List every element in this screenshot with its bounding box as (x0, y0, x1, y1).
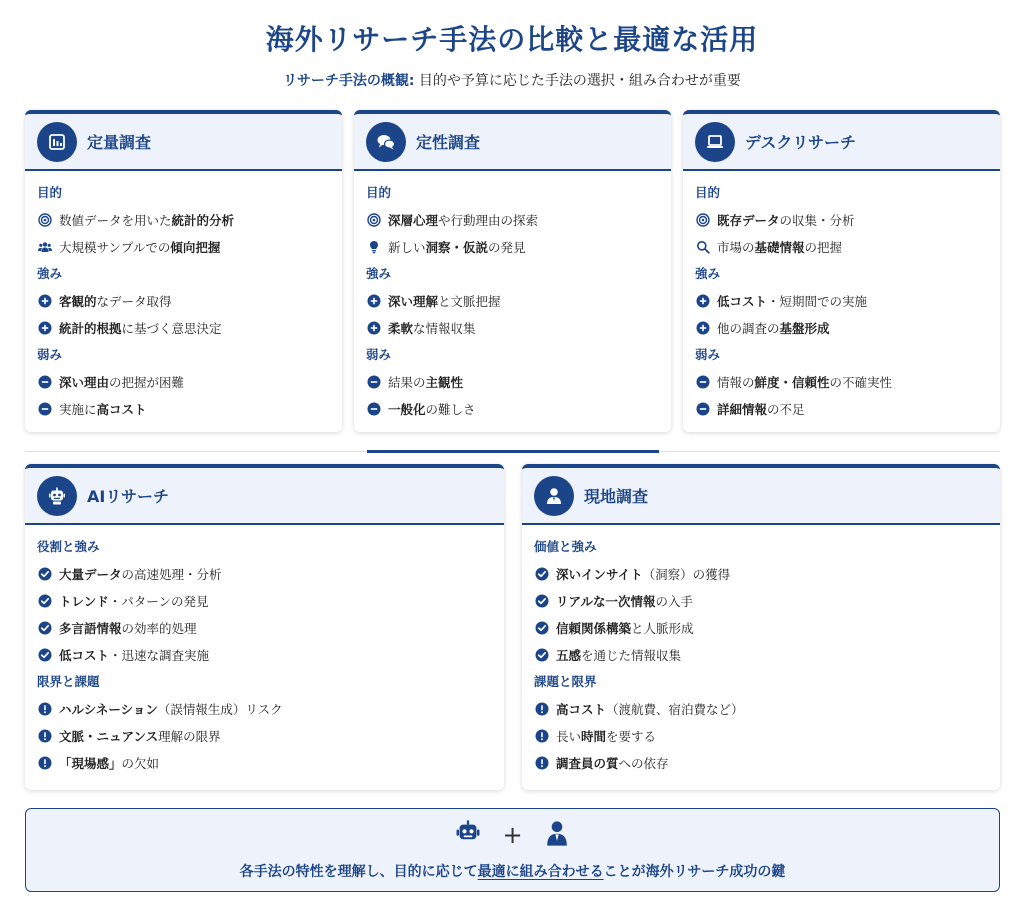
card-body (354, 171, 671, 422)
list-item (534, 560, 988, 587)
section-label: 弱み (695, 347, 721, 362)
item-text-bold: 多言語情報 (59, 620, 122, 636)
list-item (695, 368, 988, 395)
item-text (717, 211, 855, 229)
section-label: 課題と限界 (534, 674, 597, 689)
card-section (695, 264, 988, 341)
item-text-plain: 市場の (717, 239, 755, 255)
list-item (37, 614, 492, 641)
item-text-bold: 洞察・仮説 (425, 239, 489, 255)
section-label: 目的 (695, 185, 721, 200)
list-item (37, 641, 492, 668)
card-section (37, 537, 492, 668)
target-icon (38, 213, 52, 227)
list-item (37, 749, 492, 776)
item-text (556, 592, 693, 610)
section-label: 強み (37, 266, 63, 281)
item-text-bold: トレンド (59, 593, 109, 609)
card-body (25, 525, 504, 776)
item-text-plain: ・迅速な調査実施 (109, 647, 210, 663)
plus-sign: + (502, 821, 523, 849)
card-header (25, 468, 504, 525)
item-text-plain: （誤情報生成）リスク (157, 701, 283, 717)
target-icon (367, 213, 381, 227)
card-section (37, 183, 330, 260)
check-circle-icon (535, 594, 549, 608)
summary-text-before: 各手法の特性を理解し、目的に応じて (239, 864, 478, 880)
item-text-bold: 深い理由 (59, 374, 110, 390)
item-text (556, 646, 681, 664)
item-text-bold: 傾向把握 (170, 239, 221, 255)
item-text-bold: 統計的分析 (171, 212, 235, 228)
alert-circle-icon (38, 756, 52, 770)
item-text-bold: 信頼関係構築 (556, 620, 632, 636)
item-text (388, 211, 538, 229)
alert-circle-icon (38, 729, 52, 743)
card-section (695, 183, 988, 260)
list-item (37, 395, 330, 422)
item-text-plain: 結果の (388, 374, 426, 390)
users-icon (38, 240, 52, 254)
alert-circle-icon (38, 702, 52, 716)
card-section (366, 345, 659, 422)
item-text-plain: 大規模サンプルでの (59, 239, 171, 255)
item-text-plain: を通じた情報収集 (581, 647, 682, 663)
card-title: デスクリサーチ (745, 133, 857, 152)
list-item (37, 695, 492, 722)
list-item (37, 560, 492, 587)
robot-icon (37, 476, 77, 516)
card-section (366, 264, 659, 341)
list-item (534, 641, 988, 668)
person-icon (534, 476, 574, 516)
item-text-bold: 大量データ (59, 566, 122, 582)
item-text (717, 238, 842, 256)
item-text-plain: を要する (606, 728, 657, 744)
card-section (37, 672, 492, 776)
minus-circle-icon (367, 375, 381, 389)
card-title: AIリサーチ (87, 487, 170, 506)
section-label: 目的 (37, 185, 63, 200)
item-text-plain: に基づく意思決定 (121, 320, 222, 336)
alert-circle-icon (535, 756, 549, 770)
person-icon (543, 819, 571, 851)
card-section (37, 345, 330, 422)
item-text-bold: 深いインサイト (556, 566, 643, 582)
item-text-bold: 高コスト (96, 401, 147, 417)
item-text-plain: の把握が困難 (109, 374, 185, 390)
check-circle-icon (535, 621, 549, 635)
check-circle-icon (535, 648, 549, 662)
item-text-bold: 高コスト (556, 701, 607, 717)
list-item (37, 287, 330, 314)
list-item (366, 395, 659, 422)
item-text-bold: 低コスト (717, 293, 768, 309)
item-text-bold: 時間 (581, 728, 607, 744)
summary-text-after: ことが海外リサーチ成功の鍵 (603, 864, 786, 880)
item-text (388, 373, 463, 391)
list-item (37, 722, 492, 749)
card-section (366, 183, 659, 260)
lightbulb-icon (367, 240, 381, 254)
list-item (37, 233, 330, 260)
item-text-plain: なデータ取得 (96, 293, 172, 309)
item-text-plain: な情報収集 (413, 320, 476, 336)
subtitle-lead: リサーチ手法の概観: (283, 73, 415, 89)
item-text-bold: 一般化 (388, 401, 426, 417)
item-text-bold: 基礎情報 (754, 239, 805, 255)
list-item (534, 722, 988, 749)
plus-circle-icon (696, 321, 710, 335)
item-text-plain: の発見 (488, 239, 526, 255)
item-text-bold: 調査員の質 (556, 755, 619, 771)
item-text (717, 292, 867, 310)
item-text (59, 727, 221, 745)
method-card (354, 110, 671, 432)
chart-icon (37, 122, 77, 162)
summary-text (26, 861, 999, 881)
card-title: 定量調査 (87, 133, 152, 152)
item-text-bold: 五感 (556, 647, 582, 663)
list-item (695, 287, 988, 314)
method-card (25, 110, 342, 432)
item-text-bold: 鮮度・信頼性 (754, 374, 830, 390)
section-label: 目的 (366, 185, 392, 200)
item-text (717, 319, 830, 337)
check-circle-icon (38, 648, 52, 662)
item-text-bold: 客観的 (59, 293, 97, 309)
card-section (534, 537, 988, 668)
card-body (683, 171, 1000, 422)
summary-box (25, 808, 1000, 892)
item-text-plain: 数値データを用いた (59, 212, 172, 228)
item-text-plain: ・短期間での実施 (767, 293, 868, 309)
item-text (717, 400, 805, 418)
item-text (59, 592, 208, 610)
item-text (556, 727, 656, 745)
robot-icon (454, 819, 482, 851)
list-item (37, 368, 330, 395)
item-text-plain: 長い (556, 728, 582, 744)
item-text (59, 400, 147, 418)
section-divider-accent (367, 450, 659, 453)
item-text-plain: の入手 (655, 593, 694, 609)
minus-circle-icon (38, 402, 52, 416)
item-text-bold: 深い理解 (388, 293, 439, 309)
item-text-bold: 深層心理 (388, 212, 439, 228)
card-title: 定性調査 (416, 133, 481, 152)
list-item (37, 314, 330, 341)
item-text-plain: 理解の限界 (158, 728, 221, 744)
page-subtitle (0, 70, 1024, 90)
item-text (388, 238, 526, 256)
item-text (388, 292, 501, 310)
list-item (534, 587, 988, 614)
plus-circle-icon (367, 294, 381, 308)
minus-circle-icon (367, 402, 381, 416)
item-text-bold: 既存データ (717, 212, 780, 228)
card-header (683, 114, 1000, 171)
item-text-plain: や行動理由の探索 (438, 212, 539, 228)
plus-circle-icon (367, 321, 381, 335)
list-item (695, 206, 988, 233)
list-item (695, 395, 988, 422)
card-section (534, 672, 988, 776)
item-text-bold: 基盤形成 (779, 320, 830, 336)
item-text-bold: 柔軟 (388, 320, 414, 336)
list-item (366, 314, 659, 341)
card-section (695, 345, 988, 422)
section-label: 強み (695, 266, 721, 281)
list-item (37, 206, 330, 233)
section-label: 強み (366, 266, 392, 281)
method-card (25, 464, 504, 790)
minus-circle-icon (696, 375, 710, 389)
item-text-bold: 文脈・ニュアンス (59, 728, 159, 744)
card-header (522, 468, 1000, 525)
item-text (59, 373, 184, 391)
item-text-plain: （渡航費、宿泊費など） (606, 701, 744, 717)
section-label: 限界と課題 (37, 674, 100, 689)
list-item (534, 749, 988, 776)
section-label: 価値と強み (534, 539, 597, 554)
item-text-bold: ハルシネーション (59, 701, 158, 717)
list-item (366, 233, 659, 260)
check-circle-icon (38, 567, 52, 581)
item-text-bold: 統計的根拠 (59, 320, 122, 336)
list-item (366, 287, 659, 314)
list-item (695, 233, 988, 260)
item-text (59, 700, 283, 718)
section-label: 弱み (37, 347, 63, 362)
alert-circle-icon (535, 729, 549, 743)
list-item (695, 314, 988, 341)
item-text-plain: の効率的処理 (121, 620, 197, 636)
plus-circle-icon (696, 294, 710, 308)
item-text (59, 319, 222, 337)
item-text-plain: の欠如 (121, 755, 160, 771)
item-text-plain: 他の調査の (717, 320, 780, 336)
item-text (59, 754, 159, 772)
list-item (366, 206, 659, 233)
card-title: 現地調査 (584, 487, 649, 506)
summary-icons (26, 821, 999, 849)
method-card (522, 464, 1000, 790)
item-text (388, 400, 476, 418)
check-circle-icon (38, 594, 52, 608)
item-text-plain: 新しい (388, 239, 426, 255)
minus-circle-icon (38, 375, 52, 389)
item-text-bold: リアルな一次情報 (556, 593, 656, 609)
method-card (683, 110, 1000, 432)
item-text-plain: と文脈把握 (438, 293, 501, 309)
item-text-plain: （洞察）の獲得 (642, 566, 731, 582)
summary-text-underline: 最適に組み合わせる (477, 864, 604, 880)
list-item (37, 587, 492, 614)
item-text-bold: 「現場感」 (59, 755, 122, 771)
search-icon (696, 240, 710, 254)
item-text (717, 373, 892, 391)
item-text-plain: への依存 (618, 755, 669, 771)
chat-bubbles-icon (366, 122, 406, 162)
item-text-plain: の不足 (767, 401, 805, 417)
list-item (366, 368, 659, 395)
subtitle-text: 目的や予算に応じた手法の選択・組み合わせが重要 (414, 73, 741, 89)
item-text-plain: と人脈形成 (631, 620, 694, 636)
item-text-bold: 主観性 (425, 374, 464, 390)
item-text (59, 292, 172, 310)
item-text-plain: 情報の (717, 374, 755, 390)
item-text-plain: 実施に (59, 401, 97, 417)
item-text-plain: の不確実性 (829, 374, 893, 390)
item-text (59, 211, 234, 229)
item-text (59, 619, 197, 637)
item-text-plain: の高速処理・分析 (121, 566, 222, 582)
item-text (59, 646, 209, 664)
item-text (388, 319, 476, 337)
plus-circle-icon (38, 294, 52, 308)
item-text (556, 565, 730, 583)
item-text-bold: 低コスト (59, 647, 110, 663)
minus-circle-icon (696, 402, 710, 416)
alert-circle-icon (535, 702, 549, 716)
check-circle-icon (535, 567, 549, 581)
item-text-plain: の把握 (804, 239, 843, 255)
target-icon (696, 213, 710, 227)
card-body (25, 171, 342, 422)
page-title: 海外リサーチ手法の比較と最適な活用 (265, 23, 759, 56)
plus-circle-icon (38, 321, 52, 335)
item-text (556, 754, 669, 772)
item-text-plain: の収集・分析 (779, 212, 855, 228)
item-text-plain: の難しさ (425, 401, 476, 417)
list-item (534, 695, 988, 722)
card-header (25, 114, 342, 171)
card-body (522, 525, 1000, 776)
item-text (556, 619, 694, 637)
list-item (534, 614, 988, 641)
item-text (59, 565, 222, 583)
item-text-plain: ・パターンの発見 (108, 593, 209, 609)
card-header (354, 114, 671, 171)
laptop-icon (695, 122, 735, 162)
check-circle-icon (38, 621, 52, 635)
section-label: 弱み (366, 347, 392, 362)
item-text (556, 700, 744, 718)
section-label: 役割と強み (37, 539, 100, 554)
card-section (37, 264, 330, 341)
item-text-bold: 詳細情報 (717, 401, 768, 417)
item-text (59, 238, 220, 256)
